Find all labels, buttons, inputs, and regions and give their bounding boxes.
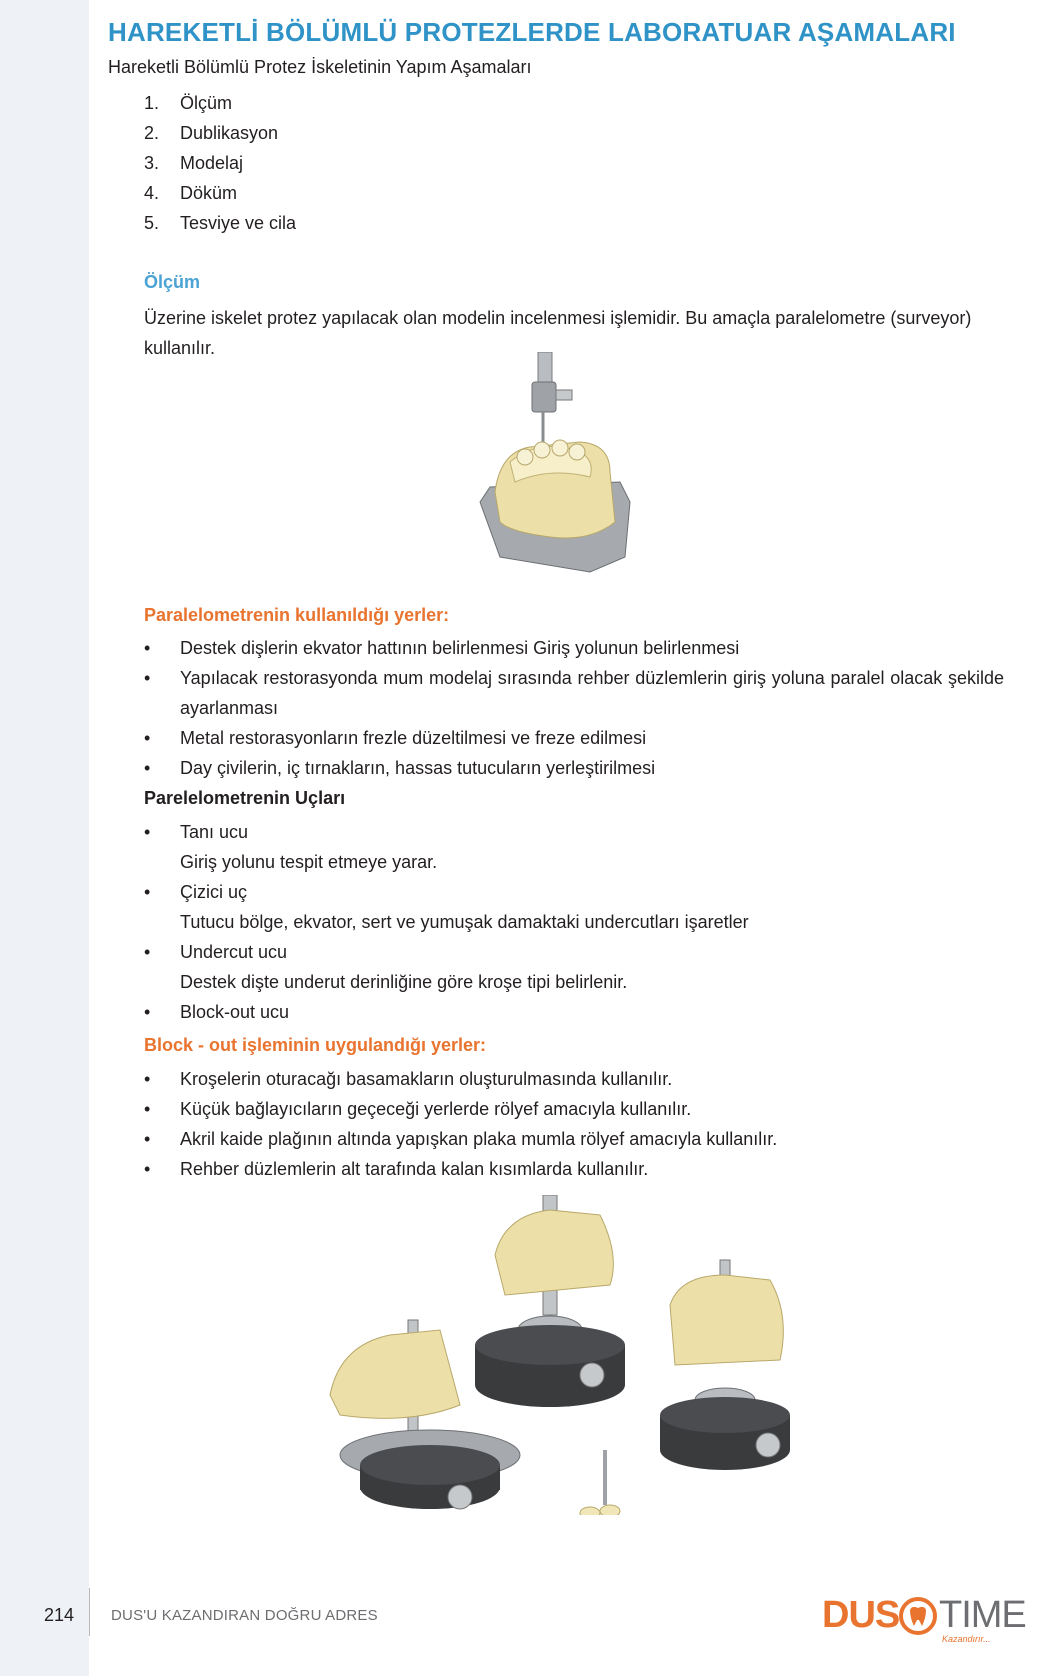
step-item bbox=[108, 178, 296, 208]
step-number: 5. bbox=[144, 213, 160, 233]
footer-tagline: DUS'U KAZANDIRAN DOĞRU ADRES bbox=[111, 1607, 378, 1624]
page-subtitle: Hareketli Bölümlü Protez İskeletinin Yapım Aşamaları bbox=[108, 57, 532, 77]
bullet: • bbox=[144, 1159, 151, 1179]
step-item bbox=[108, 148, 296, 178]
left-margin-band bbox=[0, 0, 89, 1676]
step-item bbox=[108, 208, 296, 238]
bullet: • bbox=[144, 668, 151, 688]
logo-time: TIME bbox=[939, 1594, 1026, 1636]
step-label: Modelaj bbox=[180, 153, 244, 173]
step-number: 3. bbox=[144, 153, 160, 173]
list-item-text: Metal restorasyonların frezle düzeltilmesi ve freze edilmesi bbox=[180, 728, 647, 748]
blockout-list bbox=[144, 1064, 1004, 1184]
logo-dus: DUS bbox=[822, 1594, 900, 1636]
surveyor-right bbox=[660, 1260, 790, 1470]
tip-description: Tutucu bölge, ekvator, sert ve yumuşak damaktaki undercutları işaretler bbox=[180, 912, 749, 932]
footer-divider bbox=[89, 1588, 90, 1636]
tip-label: Undercut ucu bbox=[180, 942, 288, 962]
list-item bbox=[144, 1154, 1004, 1184]
list-item bbox=[144, 663, 1004, 723]
usage-list bbox=[144, 633, 1004, 783]
surveyor-center bbox=[475, 1195, 625, 1407]
olcum-heading: Ölçüm bbox=[144, 272, 201, 292]
list-item-text: Kroşelerin oturacağı basamakların oluşturulmasında kullanılır. bbox=[180, 1069, 673, 1089]
step-number: 4. bbox=[144, 183, 160, 203]
list-item bbox=[144, 1064, 1004, 1094]
dustime-logo bbox=[822, 1590, 1026, 1650]
bullet: • bbox=[144, 1002, 151, 1022]
bullet: • bbox=[144, 728, 151, 748]
list-item bbox=[144, 1124, 1004, 1154]
tips-list bbox=[144, 817, 1004, 1027]
page-number: 214 bbox=[44, 1605, 75, 1625]
list-item-text: Küçük bağlayıcıların geçeceği yerlerde rölyef amacıyla kullanılır. bbox=[180, 1099, 692, 1119]
tooth-logo-icon bbox=[898, 1596, 938, 1636]
list-item bbox=[144, 937, 1004, 997]
step-number: 2. bbox=[144, 123, 160, 143]
logo-tagline: Kazandırır... bbox=[942, 1634, 991, 1644]
bullet: • bbox=[144, 942, 151, 962]
list-item bbox=[144, 633, 1004, 663]
list-item bbox=[144, 753, 1004, 783]
blockout-heading: Block - out işleminin uygulandığı yerler: bbox=[144, 1035, 487, 1055]
steps-list bbox=[108, 88, 296, 238]
list-item bbox=[144, 723, 1004, 753]
bullet: • bbox=[144, 822, 151, 842]
step-label: Ölçüm bbox=[180, 93, 233, 113]
bullet: • bbox=[144, 638, 151, 658]
blockout-illustrations bbox=[300, 1195, 820, 1515]
list-item-text: Destek dişlerin ekvator hattının belirlenmesi Giriş yolunun belirlenmesi bbox=[180, 638, 740, 658]
step-label: Tesviye ve cila bbox=[180, 213, 297, 233]
bullet: • bbox=[144, 1099, 151, 1119]
bullet: • bbox=[144, 1129, 151, 1149]
surveyor-illustration bbox=[470, 352, 650, 582]
list-item-text: Yapılacak restorasyonda mum modelaj sırasında rehber düzlemlerin giriş yoluna paralel olacak şekilde ayarlanması bbox=[180, 668, 1004, 718]
bullet: • bbox=[144, 1069, 151, 1089]
list-item bbox=[144, 1094, 1004, 1124]
list-item-text: Rehber düzlemlerin alt tarafında kalan kısımlarda kullanılır. bbox=[180, 1159, 649, 1179]
list-item-text: Akril kaide plağının altında yapışkan plaka mumla rölyef amacıyla kullanılır. bbox=[180, 1129, 778, 1149]
tip-description: Giriş yolunu tespit etmeye yarar. bbox=[180, 852, 438, 872]
bullet: • bbox=[144, 758, 151, 778]
step-item bbox=[108, 118, 296, 148]
list-item bbox=[144, 877, 1004, 937]
tip-label: Tanı ucu bbox=[180, 822, 249, 842]
teeth-detail bbox=[580, 1450, 620, 1515]
step-item bbox=[108, 88, 296, 118]
tips-heading: Parelelometrenin Uçları bbox=[144, 788, 346, 808]
step-number: 1. bbox=[144, 93, 160, 113]
bullet: • bbox=[144, 882, 151, 902]
tip-description: Destek dişte underut derinliğine göre kroşe tipi belirlenir. bbox=[180, 972, 628, 992]
olcum-text: Üzerine iskelet protez yapılacak olan modelin incelenmesi işlemidir. Bu amaçla paralelometre (surveyor) kullanılır. bbox=[144, 308, 972, 358]
usage-heading: Paralelometrenin kullanıldığı yerler: bbox=[144, 605, 450, 625]
list-item bbox=[144, 997, 1004, 1027]
step-label: Döküm bbox=[180, 183, 238, 203]
tip-label: Çizici uç bbox=[180, 882, 248, 902]
list-item-text: Day çivilerin, iç tırnakların, hassas tutucuların yerleştirilmesi bbox=[180, 758, 656, 778]
step-label: Dublikasyon bbox=[180, 123, 279, 143]
page-title: HAREKETLİ BÖLÜMLÜ PROTEZLERDE LABORATUAR AŞAMALARI bbox=[108, 17, 956, 47]
tip-label: Block-out ucu bbox=[180, 1002, 290, 1022]
list-item bbox=[144, 817, 1004, 877]
